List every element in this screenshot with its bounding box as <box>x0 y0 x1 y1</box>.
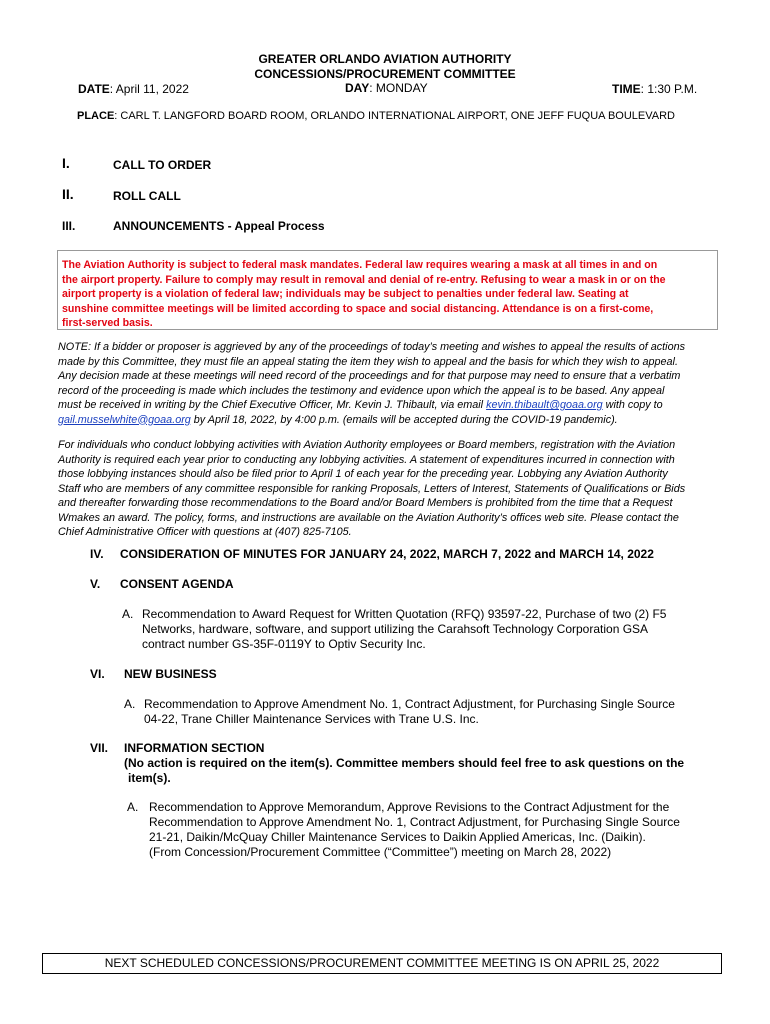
time-value: 1:30 P.M. <box>647 82 698 96</box>
section-6-num: VI. <box>90 667 105 681</box>
lobbying-note <box>58 438 728 540</box>
committee-title: CONCESSIONS/PROCUREMENT COMMITTEE <box>254 67 516 81</box>
section-7-subtitle: item(s). <box>128 771 171 785</box>
new-business-line: Recommendation to Approve Amendment No. 1, Contract Adjustment, for Purchasing Single Source <box>144 697 675 711</box>
new-business-item-letter: A. <box>124 697 136 711</box>
new-business-item <box>144 697 724 727</box>
consent-line: contract number GS-35F-0119Y to Optiv Security Inc. <box>142 637 426 651</box>
email-gail-link[interactable]: gail.musselwhite@goaa.org <box>58 413 191 426</box>
next-meeting-box <box>42 953 722 974</box>
section-1-title: CALL TO ORDER <box>113 158 212 172</box>
consent-line: Networks, hardware, software, and support utilizing the Carahsoft Technology Corporation GSA <box>142 622 649 636</box>
note-line: made by this Committee, they must file an appeal stating the item they wish to appeal and the basis for which they wish to appeal. <box>58 355 678 368</box>
consent-line: Recommendation to Award Request for Written Quotation (RFQ) 93597-22, Purchase of two (2) F5 <box>142 607 667 621</box>
lobbying-line: Staff who are members of any committee responsible for ranking Proposals, Letters of Interest, Statements of Qualifications or Bids <box>58 482 686 495</box>
section-6-title: NEW BUSINESS <box>124 667 217 681</box>
new-business-line: 04-22, Trane Chiller Maintenance Services with Trane U.S. Inc. <box>144 712 479 726</box>
note-line: NOTE: If a bidder or proposer is aggrieved by any of the proceedings of today’s meeting and wishes to appeal the results of actions <box>58 341 685 353</box>
mask-notice-line: first-served basis. <box>62 317 153 329</box>
appeal-note <box>58 340 728 427</box>
lobbying-line: those lobbying instances should also be filed prior to April 1 of each year for the preceding year. Lobbying any Aviation Authority <box>58 468 668 480</box>
note-text: by April 18, 2022, by 4:00 p.m. (emails will be accepted during the COVID-19 pandemic). <box>190 413 618 426</box>
date-value: April 11, 2022 <box>115 82 189 96</box>
information-line: Recommendation to Approve Amendment No. 1, Contract Adjustment, for Purchasing Single Source <box>149 815 680 829</box>
section-5-title: CONSENT AGENDA <box>120 577 234 591</box>
note-text: with copy to <box>602 399 663 411</box>
information-line: 21-21, Daikin/McQuay Chiller Maintenance Services to Daikin Applied Americas, Inc. (Daikin). <box>149 830 646 844</box>
section-1-num: I. <box>62 155 70 171</box>
place-label: PLACE <box>77 110 115 122</box>
next-meeting-text: NEXT SCHEDULED CONCESSIONS/PROCUREMENT COMMITTEE MEETING IS ON APRIL 25, 2022 <box>104 956 660 970</box>
lobbying-line: Authority is required each year prior to conducting any lobbying activities. A statement of expenditures incurred in connection with <box>58 453 675 466</box>
mask-notice <box>62 258 722 331</box>
section-7-heading <box>124 741 724 786</box>
day-label: DAY <box>345 81 370 95</box>
lobbying-line: Chief Administrative Officer with questions at (407) 825-7105. <box>58 526 352 538</box>
section-4-num: IV. <box>90 547 104 561</box>
section-5-num: V. <box>90 577 101 591</box>
section-4-title: CONSIDERATION OF MINUTES FOR JANUARY 24, 2022, MARCH 7, 2022 and MARCH 14, 2022 <box>120 547 654 561</box>
note-line: record of the proceeding is made which includes the testimony and evidence upon which the appeal is to be based. Any appeal <box>58 384 665 397</box>
mask-notice-line: The Aviation Authority is subject to federal mask mandates. Federal law requires wearing a mask at all times in and on <box>62 259 658 271</box>
note-line <box>58 398 728 413</box>
lobbying-line: For individuals who conduct lobbying activities with Aviation Authority employees or Board members, registration with the Aviation <box>58 439 676 451</box>
note-line: Any decision made at these meetings will need record of the proceedings and for that purpose may need to ensure that a verbatim <box>58 370 681 382</box>
note-text: must be received in writing by the Chief Executive Officer, Mr. Kevin J. Thibault, via email <box>58 399 487 411</box>
date-label: DATE <box>78 82 110 96</box>
mask-notice-line: the airport property. Failure to comply may result in removal and denial of re-entry. Refusing to wear a mask in or on the <box>62 273 666 286</box>
day-line: DAY: MONDAY <box>345 81 428 95</box>
lobbying-line: and thereafter forwarding those recommendations to the Board and/or Board Members is prohibited from the time that a Request <box>58 497 673 509</box>
section-7-num: VII. <box>90 741 109 755</box>
place-line: PLACE: CARL T. LANGFORD BOARD ROOM, ORLANDO INTERNATIONAL AIRPORT, ONE JEFF FUQUA BOULEVARD <box>77 110 675 122</box>
section-7-title: INFORMATION SECTION <box>124 741 265 755</box>
day-value: MONDAY <box>375 81 428 95</box>
consent-item <box>142 607 722 652</box>
section-2-title: ROLL CALL <box>113 189 181 203</box>
information-item-letter: A. <box>127 800 139 814</box>
mask-notice-line: airport property is a violation of federal law; individuals may be subject to penalties under federal law. Seating at <box>62 288 629 300</box>
mask-notice-line: sunshine committee meetings will be limited according to space and social distancing. Attendance is on a first-come, <box>62 302 654 315</box>
consent-item-letter: A. <box>122 607 134 621</box>
email-kevin-link[interactable]: kevin.thibault@goaa.org <box>486 399 603 411</box>
note-line <box>58 413 728 428</box>
section-2-num: II. <box>62 186 74 202</box>
section-3-num: III. <box>62 219 76 233</box>
time-line: TIME: 1:30 P.M. <box>612 82 698 96</box>
date-line: DATE: April 11, 2022 <box>78 82 189 96</box>
information-item <box>149 800 724 860</box>
lobbying-line: Wmakes an award. The policy, forms, and instructions are available on the Aviation Authority’s offices web site. Please contact the <box>58 511 679 524</box>
information-line: Recommendation to Approve Memorandum, Approve Revisions to the Contract Adjustment for the <box>149 800 670 814</box>
section-7-subtitle: (No action is required on the item(s). Committee members should feel free to ask questions on the <box>124 756 685 770</box>
time-label: TIME <box>612 82 641 96</box>
information-line: (From Concession/Procurement Committee (“Committee”) meeting on March 28, 2022) <box>149 845 612 859</box>
section-3-title: ANNOUNCEMENTS - Appeal Process <box>113 219 325 233</box>
org-title: GREATER ORLANDO AVIATION AUTHORITY <box>258 52 512 66</box>
place-value: CARL T. LANGFORD BOARD ROOM, ORLANDO INTERNATIONAL AIRPORT, ONE JEFF FUQUA BOULEVARD <box>120 110 675 122</box>
